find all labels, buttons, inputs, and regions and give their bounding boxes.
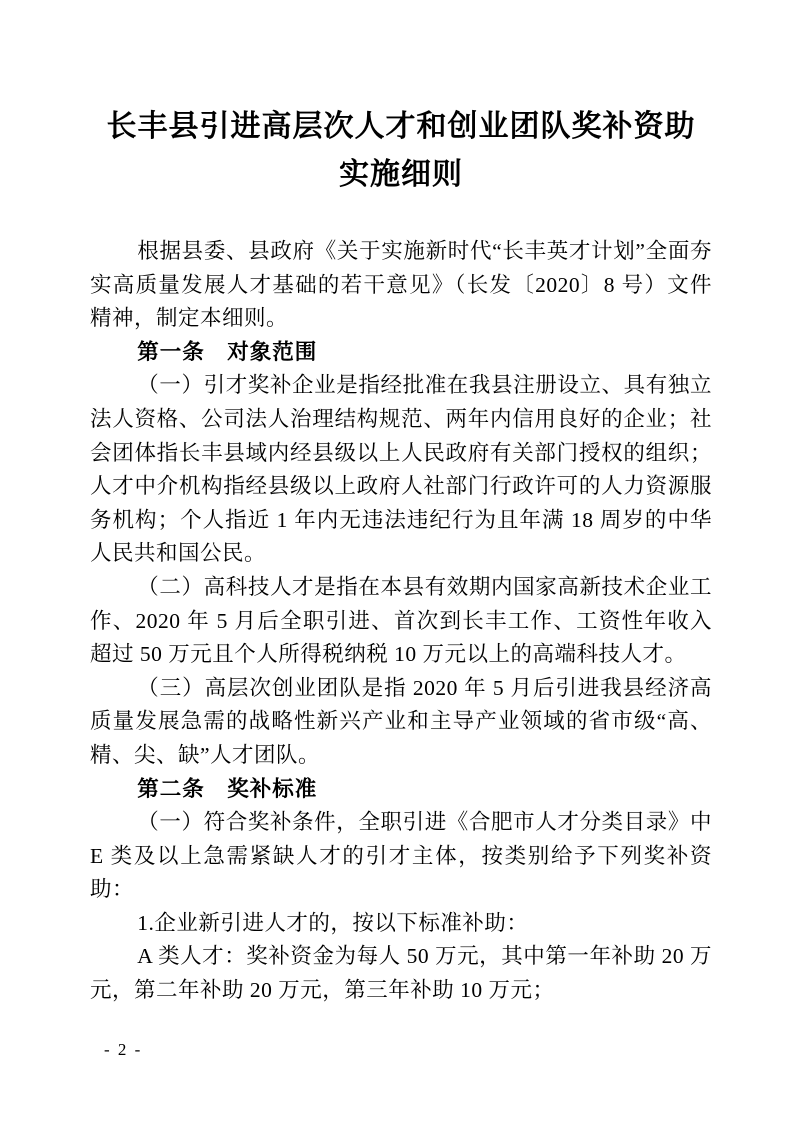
page-number: - 2 -: [104, 1040, 143, 1059]
paragraph-article1-item2: （二）高科技人才是指在本县有效期内国家高新技术企业工作、2020 年 5 月后全职引进、首次到长丰工作、工资性年收入超过 50 万元且个人所得税纳税 10 万元以上的高端科技人才。: [90, 574, 712, 667]
paragraph-article2-sub1: 1.企业新引进人才的，按以下标准补助：: [137, 910, 529, 935]
document-title: [90, 103, 712, 199]
paragraph-article1-item1: （一）引才奖补企业是指经批准在我县注册设立、具有独立法人资格、公司法人治理结构规范、两年内信用良好的企业；社会团体指长丰县域内经县级以上人民政府有关部门授权的组织；人才中介机构指经县级以上政府人社部门行政许可的人力资源服务机构；个人指近 1 年内无违法违纪行为且年满 18 周岁的中华人民共和国公民。: [90, 373, 712, 566]
document-title-line1: 长丰县引进高层次人才和创业团队奖补资助: [106, 110, 696, 143]
paragraph-article2-item1: （一）符合奖补条件，全职引进《合肥市人才分类目录》中E 类及以上急需紧缺人才的引才主体，按类别给予下列奖补资助：: [90, 810, 712, 902]
document-content: [90, 103, 712, 1008]
paragraph-article2-classA: A 类人才：奖补资金为每人 50 万元，其中第一年补助 20 万元，第二年补助 20 万元，第三年补助 10 万元；: [90, 944, 712, 1003]
document-title-line2: 实施细则: [339, 158, 463, 191]
heading-article-1: 第一条 对象范围: [137, 339, 318, 364]
paragraph-article1-item3: （三）高层次创业团队是指 2020 年 5 月后引进我县经济高质量发展急需的战略性新兴产业和主导产业领域的省市级“高、精、尖、缺”人才团队。: [90, 675, 712, 767]
paragraph-intro: 根据县委、县政府《关于实施新时代“长丰英才计划”全面夯实高质量发展人才基础的若干意见》（长发〔2020〕8 号）文件精神，制定本细则。: [90, 239, 712, 331]
heading-article-2: 第二条 奖补标准: [137, 776, 318, 801]
